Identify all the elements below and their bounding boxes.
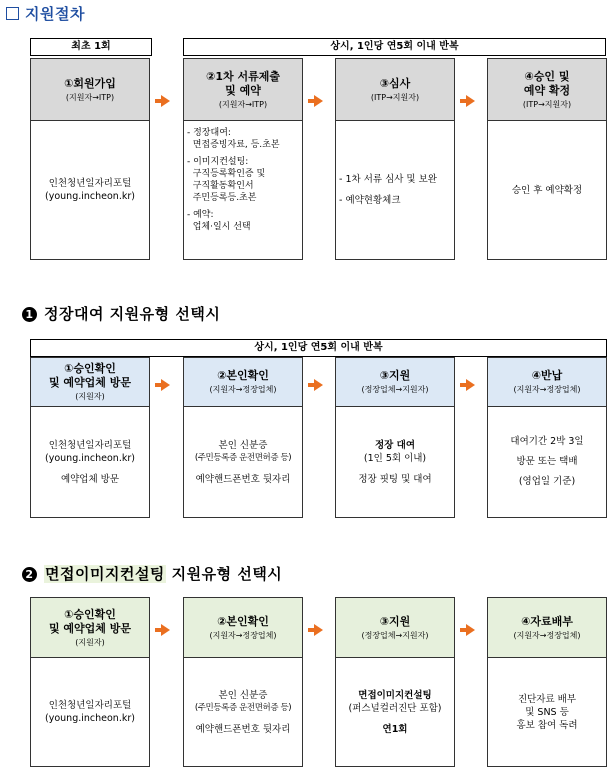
s2-step-materials: ④자료배부 (지원자→정장업체) 진단자료 배부 및 SNS 등 홍보 참여 독려 (487, 597, 607, 767)
s1-step-identity: ②본인확인 (지원자→정장업체) 본인 신분증 (주민등록증 운전면허증 등) 예약핸드폰번호 뒷자리 (183, 357, 303, 518)
section1-title: 1 정장대여 지원유형 선택시 (22, 303, 220, 324)
s2-step-identity: ②본인확인 (지원자→정장업체) 본인 신분증 (주민등록증 운전면허증 등) 예약핸드폰번호 뒷자리 (183, 597, 303, 767)
s1-step-support: ③지원 (정장업체→지원자) 정장 대여 (1인 5회 이내) 정장 핏팅 및 대여 (335, 357, 455, 518)
arrow-right-icon (314, 379, 323, 391)
arrow-right-icon (466, 379, 475, 391)
arrow-right-icon (314, 624, 323, 636)
arrow-right-icon (161, 379, 170, 391)
arrow-right-icon (466, 624, 475, 636)
step-signup: ①회원가입 (지원자→ITP) 인천청년일자리포털 (young.incheon.kr) (30, 58, 150, 260)
s2-step-confirm-visit: ①승인확인 및 예약업체 방문 (지원자) 인천청년일자리포털 (young.incheon.kr) (30, 597, 150, 767)
arrow-right-icon (314, 95, 323, 107)
s1-step-return: ④반납 (지원자→정장업체) 대여기간 2박 3일 방문 또는 택배 (영업일 기준) (487, 357, 607, 518)
repeat-bar: 상시, 1인당 연5회 이내 반복 (183, 38, 606, 56)
step-document-submit: ②1차 서류제출 및 예약 (지원자→ITP) - 정장대여: 면접증빙자료, 등.초본 - 이미지컨설팅: 구직등록확인증 및 구직활동확인서 주민등록등.초본 - 예약: 업체·일시 선택 (183, 58, 303, 260)
number-badge: 1 (22, 307, 37, 322)
number-badge: 2 (22, 567, 37, 582)
arrow-right-icon (161, 624, 170, 636)
section1-repeat-bar: 상시, 1인당 연5회 이내 반복 (30, 339, 607, 357)
page-title: 지원절차 (6, 3, 85, 24)
arrow-right-icon (161, 95, 170, 107)
s1-step-confirm-visit: ①승인확인 및 예약업체 방문 (지원자) 인천청년일자리포털 (young.incheon.kr) 예약업체 방문 (30, 357, 150, 518)
section2-title: 2 면접이미지컨설팅 지원유형 선택시 (22, 563, 282, 584)
step-review: ③심사 (ITP→지원자) - 1차 서류 심사 및 보완 - 예약현황체크 (335, 58, 455, 260)
s2-step-support: ③지원 (정장업체→지원자) 면접이미지컨설팅 (퍼스널컬러진단 포함) 연1회 (335, 597, 455, 767)
first-time-bar: 최초 1회 (30, 38, 152, 56)
arrow-right-icon (466, 95, 475, 107)
checkbox-square-icon (6, 7, 19, 20)
step-approval: ④승인 및 예약 확정 (ITP→지원자) 승인 후 예약확정 (487, 58, 607, 260)
